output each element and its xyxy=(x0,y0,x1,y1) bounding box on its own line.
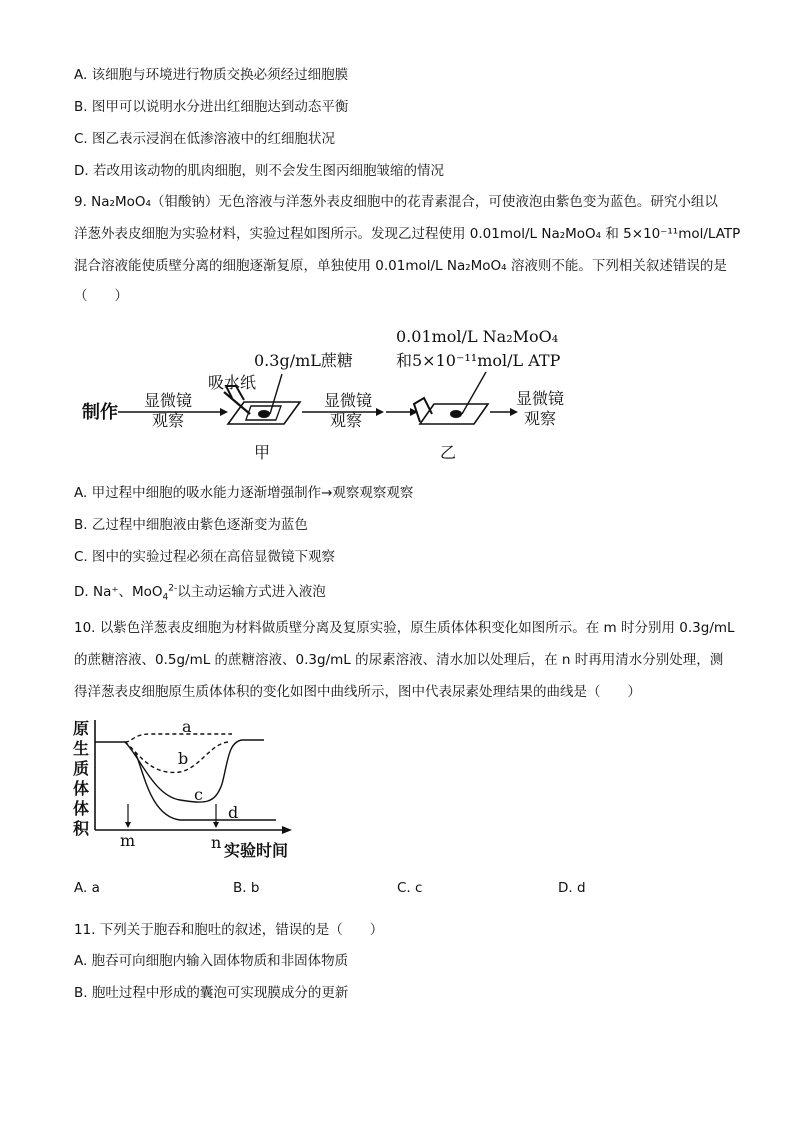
m-marker-head xyxy=(125,822,131,828)
q8-option-b: B. 图甲可以说明水分进出红细胞达到动态平衡 xyxy=(74,99,349,115)
q9-stem-line4: （ ） xyxy=(74,288,128,304)
curve-d-label: d xyxy=(228,803,239,822)
q9-option-d-post: 以主动运输方式进入液泡 xyxy=(177,584,326,600)
label-observe-2: 观察 xyxy=(330,411,363,430)
q9-stem-line2: 洋葱外表皮细胞为实验材料，实验过程如图所示。发现乙过程使用 0.01mol/L Na₂MoO₄ 和 5×10⁻¹¹mol/LATP xyxy=(74,226,741,242)
arrow-2-head xyxy=(376,408,384,416)
label-na2moo4: 0.01mol/L Na₂MoO₄ xyxy=(396,327,559,346)
q10-curve-figure xyxy=(70,712,320,862)
curve-c-label: c xyxy=(194,785,203,804)
arrow-1-head xyxy=(220,408,228,416)
q9-option-d-sub: 4 xyxy=(162,592,169,603)
q10-stem-line2: 的蔗糖溶液、0.5g/mL 的蔗糖溶液、0.3g/mL 的尿素溶液、清水加以处理后，在 n 时再用清水分别处理，测 xyxy=(74,652,724,668)
label-microscope-1: 显微镜 xyxy=(144,391,193,410)
slide-yi xyxy=(414,372,488,424)
q9-stem-line3: 混合溶液能使质壁分离的细胞逐渐复原，单独使用 0.01mol/L Na₂MoO₄ 溶液则不能。下列相关叙述错误的是 xyxy=(74,258,727,274)
q9-option-d-pre: D. Na⁺、MoO xyxy=(74,584,163,600)
q10-option-a: A. a xyxy=(74,880,100,896)
q8-option-c: C. 图乙表示浸润在低渗溶液中的红细胞状况 xyxy=(74,131,336,147)
q11-option-b: B. 胞吐过程中形成的囊泡可实现膜成分的更新 xyxy=(74,985,349,1001)
x-axis-arrow xyxy=(282,826,292,834)
curve-a-label: a xyxy=(182,717,192,736)
q9-option-a: A. 甲过程中细胞的吸水能力逐渐增强制作→观察观察观察 xyxy=(74,485,414,501)
q8-option-d: D. 若改用该动物的肌肉细胞，则不会发生图丙细胞皱缩的情况 xyxy=(74,163,444,179)
ylabel-char-4: 体 xyxy=(73,799,90,818)
label-observe-1: 观察 xyxy=(152,411,185,430)
q9-option-d-sup: 2- xyxy=(168,583,178,594)
q10-option-c: C. c xyxy=(397,880,423,896)
curve-b-label: b xyxy=(178,749,189,768)
n-marker-head xyxy=(213,822,219,828)
label-make: 制作 xyxy=(82,402,118,423)
label-absorbent-paper: 吸水纸 xyxy=(208,373,257,392)
label-atp: 和5×10⁻¹¹mol/L ATP xyxy=(396,351,561,370)
label-microscope-3: 显微镜 xyxy=(516,389,565,408)
label-observe-3: 观察 xyxy=(524,409,557,428)
q9-stem-line1: 9. Na₂MoO₄（钼酸钠）无色溶液与洋葱外表皮细胞中的花青素混合，可使液泡由紫色变为蓝色。研究小组以 xyxy=(74,194,718,210)
q9-option-c: C. 图中的实验过程必须在高倍显微镜下观察 xyxy=(74,549,336,565)
label-yi: 乙 xyxy=(440,443,457,462)
q10-stem-line3: 得洋葱表皮细胞原生质体体积的变化如图中曲线所示，图中代表尿素处理结果的曲线是（ ） xyxy=(74,684,641,700)
q10-option-d: D. d xyxy=(558,880,586,896)
m-label: m xyxy=(120,831,136,850)
q10-stem-line1: 10. 以紫色洋葱表皮细胞为材料做质壁分离及复原实验，原生质体体积变化如图所示。在 m 时分别用 0.3g/mL xyxy=(74,620,735,636)
q11-option-a: A. 胞吞可向细胞内输入固体物质和非固体物质 xyxy=(74,953,349,969)
ylabel-char-2: 质 xyxy=(73,759,90,778)
ylabel-char-5: 积 xyxy=(73,819,90,838)
q8-option-a: A. 该细胞与环境进行物质交换必须经过细胞膜 xyxy=(74,67,349,83)
q10-option-b: B. b xyxy=(233,880,260,896)
q11-stem: 11. 下列关于胞吞和胞吐的叙述，错误的是（ ） xyxy=(74,922,384,938)
ylabel-char-0: 原 xyxy=(73,719,90,738)
q9-option-d xyxy=(74,583,326,601)
q9-option-b: B. 乙过程中细胞液由紫色逐渐变为蓝色 xyxy=(74,517,308,533)
curve-a xyxy=(125,734,232,742)
arrow-4-head xyxy=(510,408,518,416)
label-microscope-2: 显微镜 xyxy=(324,391,373,410)
ylabel-char-1: 生 xyxy=(73,739,90,758)
ylabel-char-3: 体 xyxy=(73,779,90,798)
label-sucrose: 0.3g/mL蔗糖 xyxy=(254,351,353,370)
label-jia: 甲 xyxy=(254,443,271,462)
xlabel: 实验时间 xyxy=(224,841,289,860)
n-label: n xyxy=(211,833,222,852)
q9-experiment-figure xyxy=(74,318,594,468)
